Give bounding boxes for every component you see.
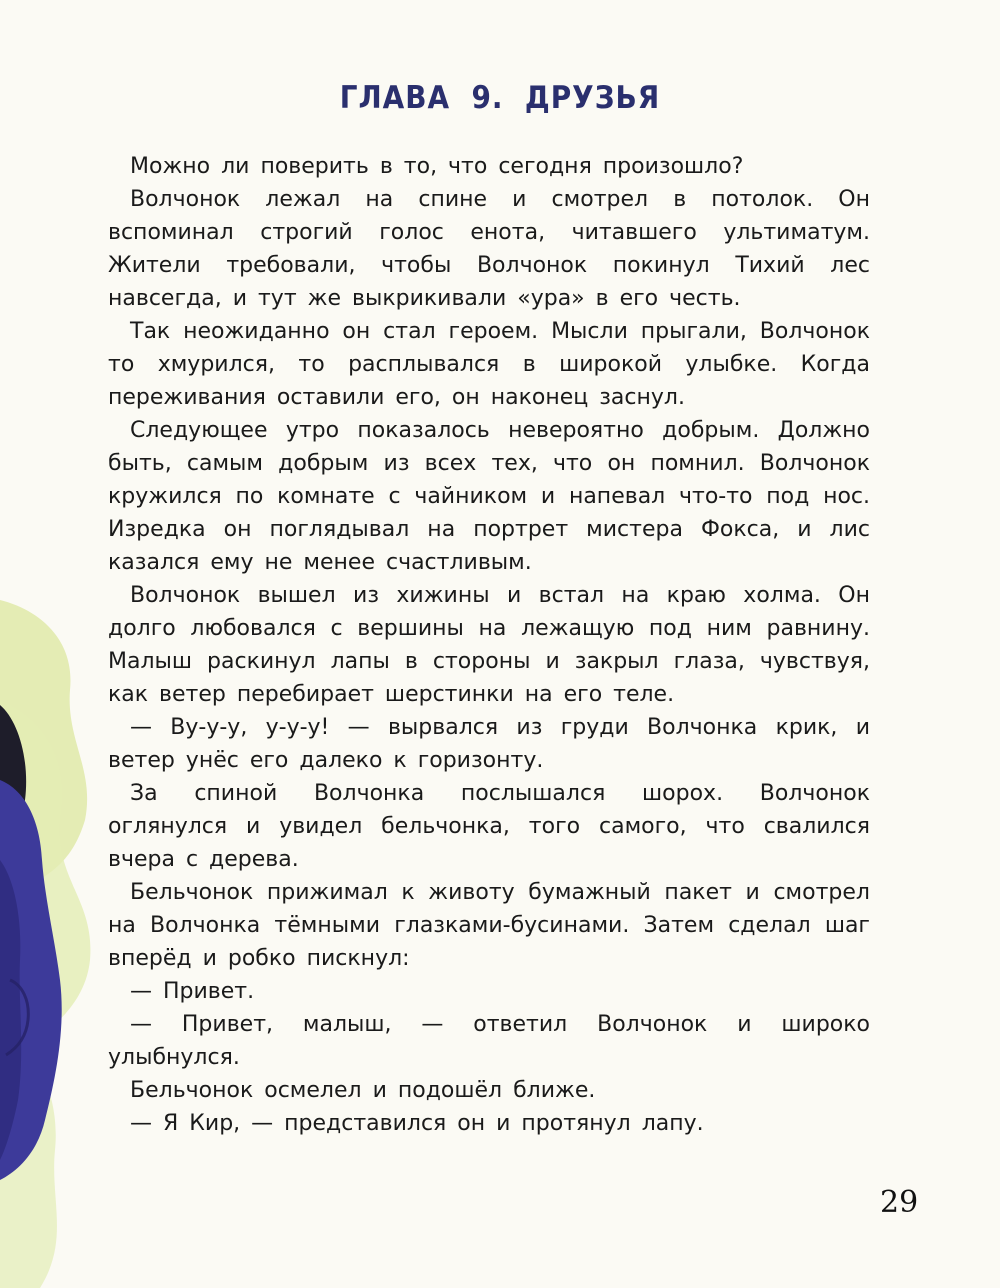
paragraph: — Я Кир, — представился он и протянул лапу. <box>130 1111 704 1136</box>
green-wash-side <box>0 700 90 1060</box>
paragraph: Бельчонок прижимал к животу бумажный пакет и смотрел на Волчонка тёмными глазками-бусинами. Затем сделал шаг вперёд и робко пискнул: <box>108 880 870 971</box>
green-wash-upper <box>0 600 87 900</box>
paragraph: За спиной Волчонка послышался шорох. Волчонок оглянулся и увидел бельчонка, того самого, что свалился вчера с дерева. <box>108 781 870 872</box>
blue-garment <box>0 780 62 1180</box>
paragraph: Бельчонок осмелел и подошёл ближе. <box>130 1078 596 1103</box>
paragraph: Можно ли поверить в то, что сегодня произошло? <box>130 154 744 179</box>
blue-garment-fold <box>6 980 28 1055</box>
chapter-title: ГЛАВА 9. ДРУЗЬЯ <box>339 80 661 116</box>
paragraph: — Привет. <box>130 979 255 1004</box>
green-wash-lower <box>0 1030 57 1288</box>
paragraph: Так неожиданно он стал героем. Мысли прыгали, Волчонок то хмурился, то расплывался в широкой улыбке. Когда переживания оставили его, он наконец заснул. <box>108 319 870 410</box>
paragraph: Волчонок вышел из хижины и встал на краю холма. Он долго любовался с вершины на лежащую под ним равнину. Малыш раскинул лапы в стороны и закрыл глаза, чувствуя, как ветер перебирает шерстинки на его теле. <box>108 583 870 707</box>
paragraph: — Привет, малыш, — ответил Волчонок и широко улыбнулся. <box>108 1012 870 1070</box>
dark-fur <box>0 705 30 880</box>
blue-garment-shadow <box>0 860 21 1160</box>
paragraph: Волчонок лежал на спине и смотрел в потолок. Он вспоминал строгий голос енота, читавшего ультиматум. Жители требовали, чтобы Волчонок покинул Тихий лес навсегда, и тут же выкрикивали «ура» в его честь. <box>108 187 870 311</box>
paragraph: — Ву-у-у, у-у-у! — вырвался из груди Волчонка крик, и ветер унёс его далеко к горизонту. <box>108 715 870 773</box>
page-number: 29 <box>880 1185 919 1220</box>
paragraph: Следующее утро показалось невероятно добрым. Должно быть, самым добрым из всех тех, что он помнил. Волчонок кружился по комнате с чайником и напевал что-то под нос. Изредка он поглядывал на портрет мистера Фокса, и лис казался ему не менее счастливым. <box>108 418 870 575</box>
body-text <box>108 150 870 1140</box>
